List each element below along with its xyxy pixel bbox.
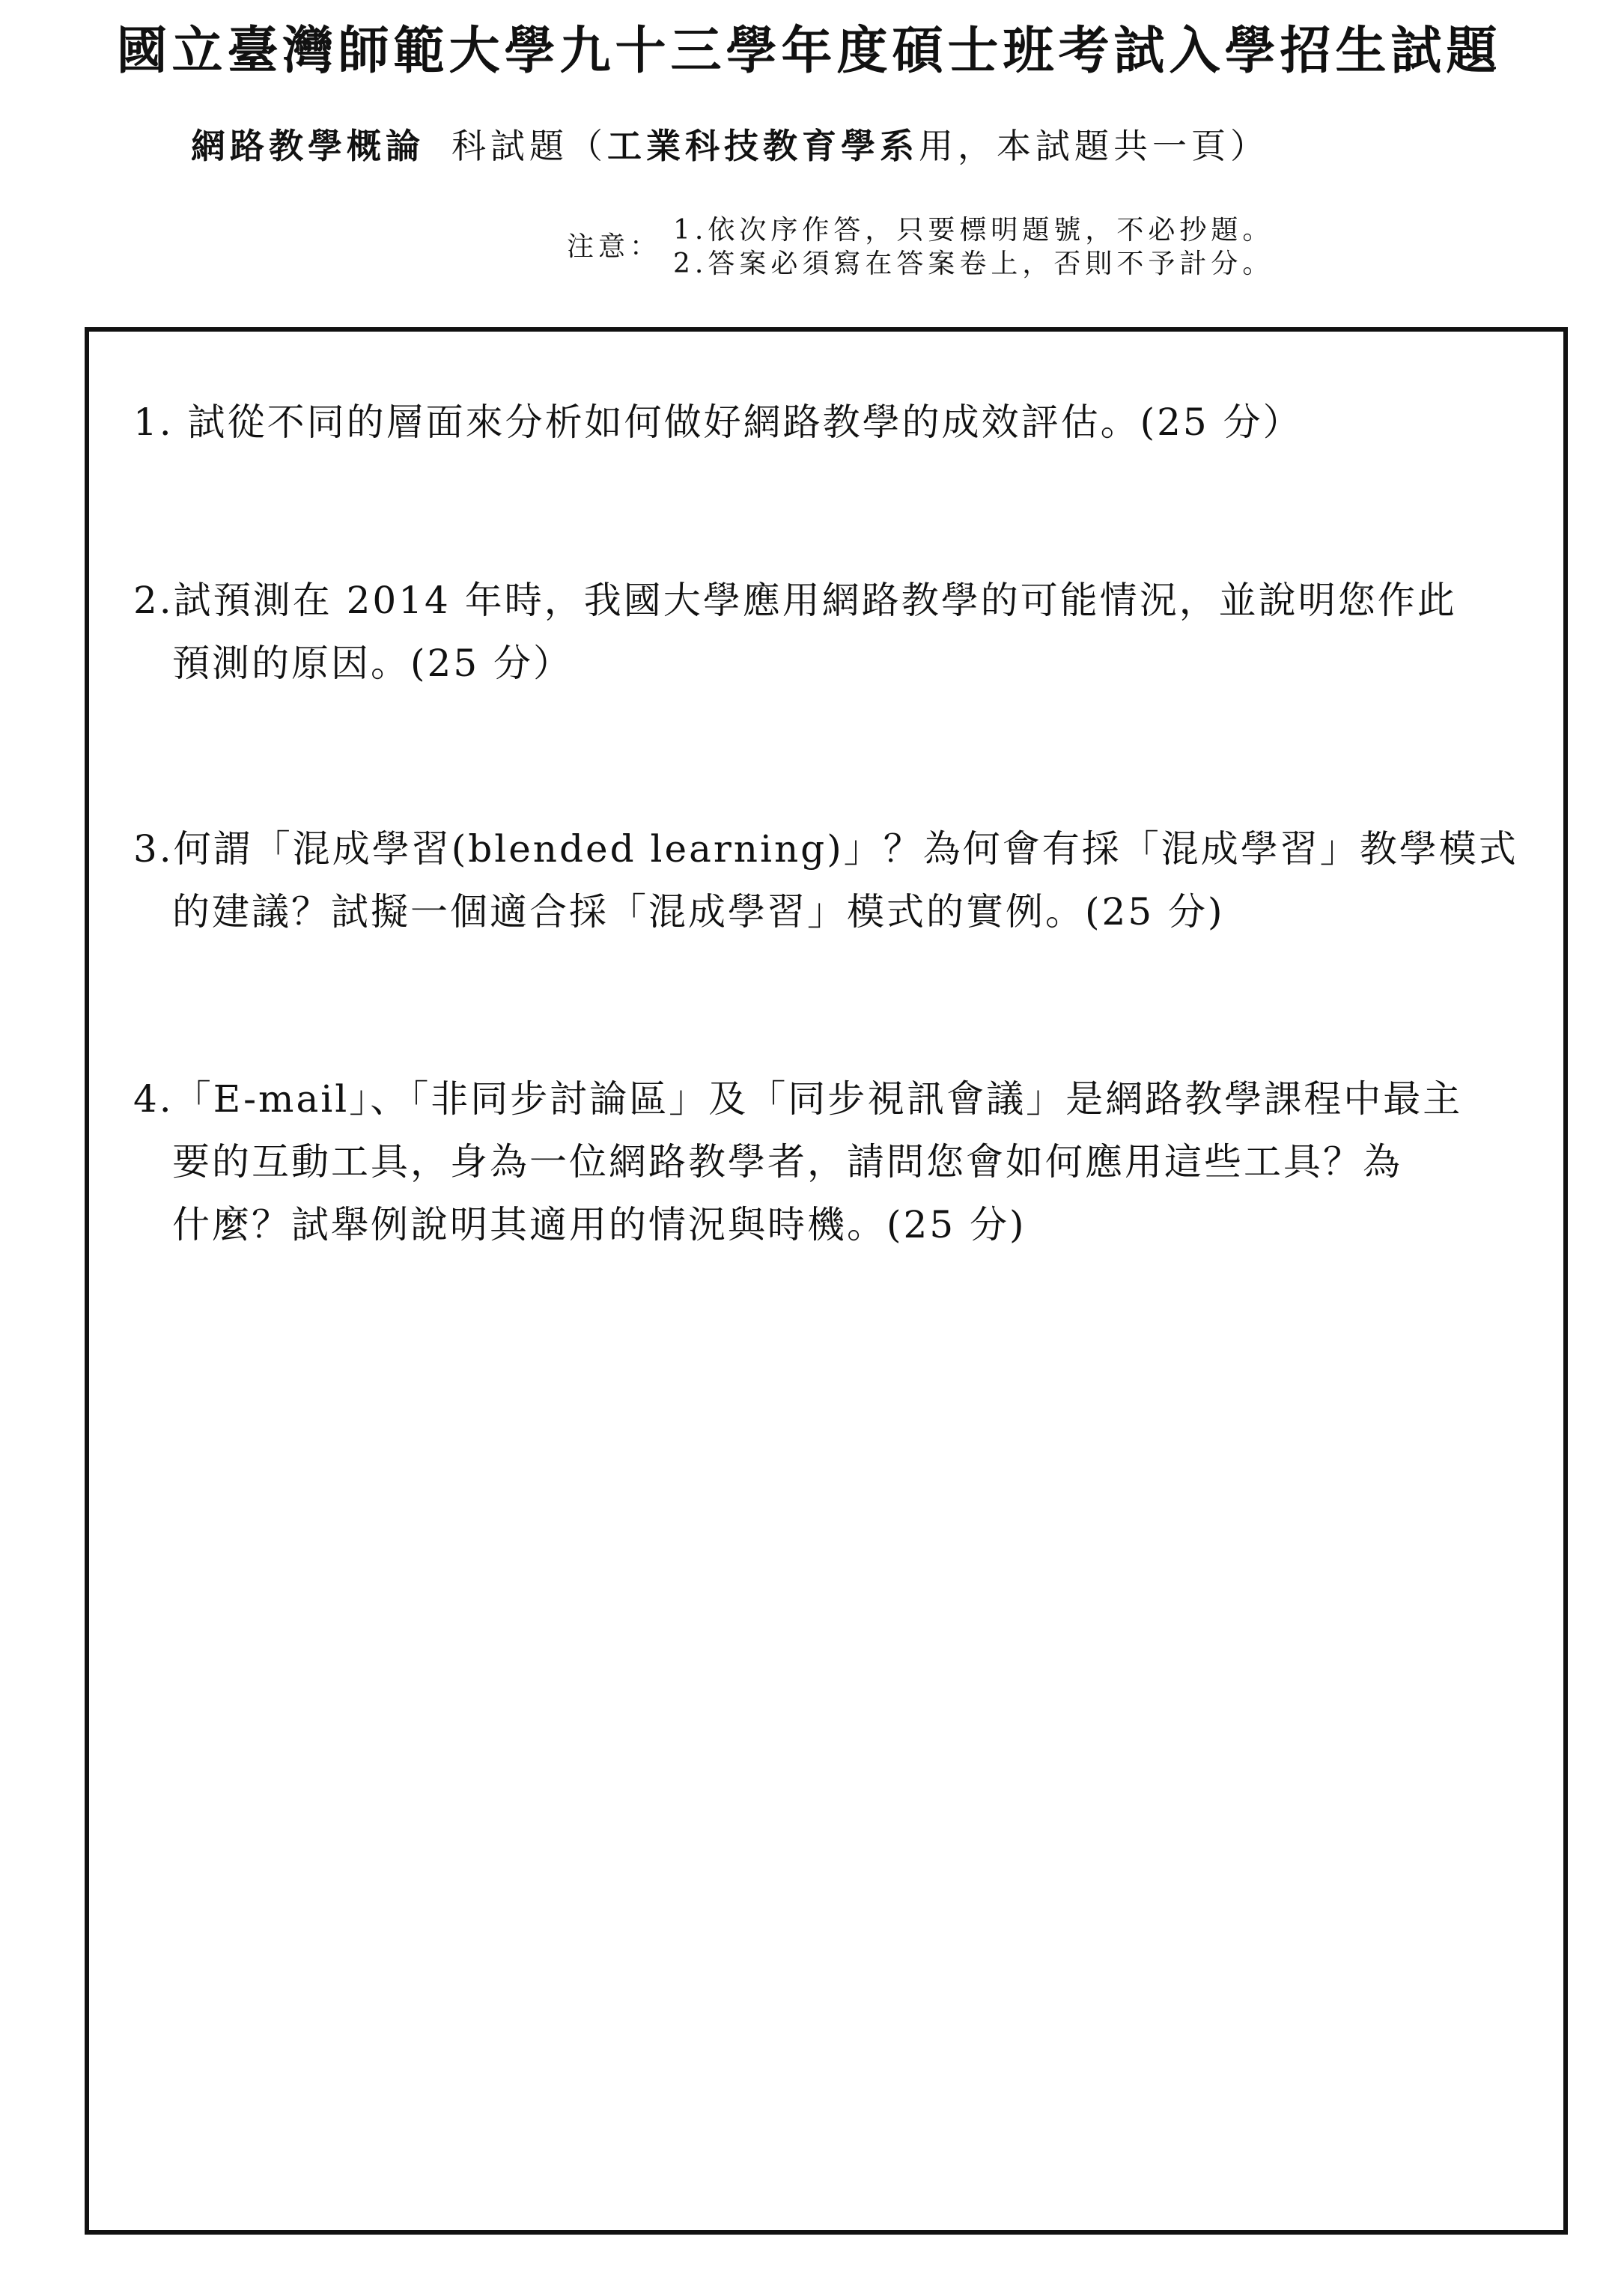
department-name: 工業科技教育學系 [607,126,919,166]
subject-suffix: 科試題（ [451,126,607,166]
question-line: 1. 試從不同的層面來分析如何做好網路教學的成效評估。(25 分） [133,401,1303,444]
question-2 [133,569,1541,695]
question-line: 什麼？試舉例說明其適用的情況與時機。(25 分) [172,1203,1027,1246]
question-line: 2.試預測在 2014 年時，我國大學應用網路教學的可能情況，並說明您作此 [133,579,1457,622]
question-line: 要的互動工具，身為一位網路教學者，請問您會如何應用這些工具？為 [172,1140,1402,1184]
question-3 [133,817,1541,943]
question-4 [133,1068,1541,1256]
note-item: 1.依次序作答，只要標明題號，不必抄題。 [673,215,1274,246]
question-1 [133,391,1541,454]
note-item: 2.答案必須寫在答案卷上，否則不予計分。 [673,249,1274,279]
question-line: 3.何謂「混成學習(blended learning)」？為何會有採「混成學習」教學模式 [133,827,1518,871]
notes-label: 注意： [567,231,662,262]
subject-line [191,126,1269,167]
question-line: 預測的原因。(25 分） [172,642,574,685]
exam-title: 國立臺灣師範大學九十三學年度碩士班考試入學招生試題 [116,21,1502,81]
question-line: 4.「E-mail」、「非同步討論區」及「同步視訊會議」是網路教學課程中最主 [133,1077,1463,1121]
page-info: 用，本試題共一頁） [919,126,1269,166]
question-line: 的建議？試擬一個適合採「混成學習」模式的實例。(25 分) [172,890,1225,934]
subject-name: 網路教學概論 [191,126,425,166]
notes-list [673,213,1274,281]
